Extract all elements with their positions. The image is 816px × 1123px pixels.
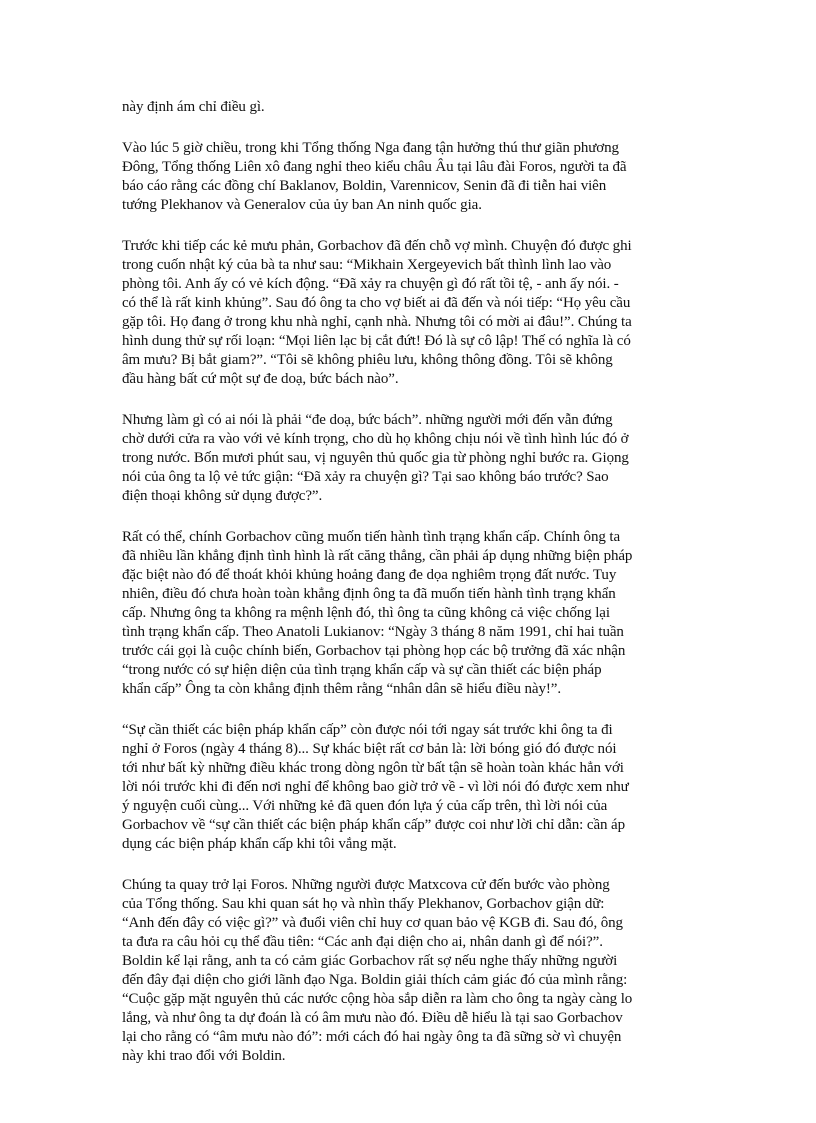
text-line: phòng tôi. Anh ấy có vẻ kích động. “Đã xảy ra chuyện gì đó rất tồi tệ, - anh ấy nói. - bbox=[122, 276, 619, 292]
text-line: nghỉ ở Foros (ngày 4 tháng 8)... Sự khác biệt rất cơ bản là: lời bóng gió đó được nói bbox=[122, 741, 617, 757]
text-line: này định ám chỉ điều gì. bbox=[122, 99, 265, 115]
text-line: chờ dưới cửa ra vào với vẻ kính trọng, cho dù họ không chịu nói về tình hình lúc đó ở bbox=[122, 431, 629, 447]
text-line: nói của ông ta lộ vẻ tức giận: “Đã xảy ra chuyện gì? Tại sao không báo trước? Sao bbox=[122, 469, 609, 485]
text-line: “Sự cần thiết các biện pháp khẩn cấp” còn được nói tới ngay sát trước khi ông ta đi bbox=[122, 722, 613, 738]
text-line: lời nói trước khi đi đến nơi nghỉ để không bao giờ trở về - vì lời nói đó được xem như bbox=[122, 779, 629, 795]
text-line: Gorbachov về “sự cần thiết các biện pháp khẩn cấp” được coi như lời chỉ dẫn: cần áp bbox=[122, 817, 626, 833]
text-line: ta đưa ra câu hỏi cụ thể đầu tiên: “Các anh đại diện cho ai, nhân danh gì để nói?”. bbox=[122, 934, 603, 950]
paragraph bbox=[122, 98, 714, 117]
paragraph bbox=[122, 876, 714, 1066]
paragraph bbox=[122, 237, 714, 389]
text-line: có thể là rất kinh khủng”. Sau đó ông ta cho vợ biết ai đã đến và nói tiếp: “Họ yêu cầu bbox=[122, 295, 631, 311]
text-line: dụng các biện pháp khẩn cấp khi tôi vắng mặt. bbox=[122, 836, 397, 852]
text-line: này khi trao đổi với Boldin. bbox=[122, 1048, 286, 1064]
text-line: ý nguyện cuối cùng... Với những kẻ đã quen đón lựa ý của cấp trên, thì lời nói của bbox=[122, 798, 608, 814]
text-line: gặp tôi. Họ đang ở trong khu nhà nghỉ, cạnh nhà. Nhưng tôi có mời ai đâu!”. Chúng ta bbox=[122, 314, 632, 330]
text-line: trước cái gọi là cuộc chính biến, Gorbachov tại phòng họp các bộ trưởng đã xác nhận bbox=[122, 643, 626, 659]
text-line: báo cáo rằng các đồng chí Baklanov, Boldin, Varennicov, Senin đã đi tiễn hai viên bbox=[122, 178, 607, 194]
paragraph bbox=[122, 528, 714, 699]
text-line: đến đây đại diện cho giới lãnh đạo Nga. Boldin giải thích cảm giác đó của mình rằng: bbox=[122, 972, 628, 988]
text-line: hình dung thử sự rối loạn: “Mọi liên lạc bị cắt đứt! Đó là sự cô lập! Thế có nghĩa là có bbox=[122, 333, 631, 349]
document-body bbox=[122, 98, 714, 1088]
text-line: Boldin kể lại rằng, anh ta có cảm giác Gorbachov rất sợ nếu nghe thấy những người bbox=[122, 953, 618, 969]
text-line: tới như bất kỳ những điều khác trong dòng ngôn từ bất tận sẽ hoàn toàn khác hẳn với bbox=[122, 760, 624, 776]
text-line: “trong nước có sự hiện diện của tình trạng khẩn cấp và sự cần thiết các biện pháp bbox=[122, 662, 602, 678]
text-line: Nhưng làm gì có ai nói là phải “đe doạ, bức bách”. những người mới đến vẫn đứng bbox=[122, 412, 613, 428]
text-line: nhiên, điều đó chưa hoàn toàn khẳng định ông ta đã muốn tiến hành tình trạng khẩn bbox=[122, 586, 616, 602]
text-line: trong cuốn nhật ký của bà ta như sau: “Mikhain Xergeyevich bất thình lình lao vào bbox=[122, 257, 612, 273]
text-line: cấp. Nhưng ông ta không ra mệnh lệnh đó, thì ông ta cũng không cả việc chống lại bbox=[122, 605, 610, 621]
paragraph bbox=[122, 721, 714, 854]
paragraph bbox=[122, 411, 714, 506]
text-line: “Anh đến đây có việc gì?” và đuổi viên chỉ huy cơ quan bảo vệ KGB đi. Sau đó, ông bbox=[122, 915, 623, 931]
text-line: của Tổng thống. Sau khi quan sát họ và nhìn thấy Plekhanov, Gorbachov giận dữ: bbox=[122, 896, 605, 912]
text-line: khẩn cấp” Ông ta còn khẳng định thêm rằng “nhân dân sẽ hiểu điều này!”. bbox=[122, 681, 561, 697]
text-line: lắng, và như ông ta dự đoán là có âm mưu nào đó. Điều dễ hiểu là tại sao Gorbachov bbox=[122, 1010, 623, 1026]
text-line: tình trạng khẩn cấp. Theo Anatoli Lukianov: “Ngày 3 tháng 8 năm 1991, chỉ hai tuần bbox=[122, 624, 624, 640]
text-line: đặc biệt nào đó để thoát khỏi khủng hoảng đang đe dọa nghiêm trọng đất nước. Tuy bbox=[122, 567, 617, 583]
text-line: Rất có thể, chính Gorbachov cũng muốn tiến hành tình trạng khẩn cấp. Chính ông ta bbox=[122, 529, 621, 545]
text-line: Vào lúc 5 giờ chiều, trong khi Tổng thống Nga đang tận hưởng thú thư giãn phương bbox=[122, 140, 619, 156]
text-line: tướng Plekhanov và Generalov của ủy ban An ninh quốc gia. bbox=[122, 197, 482, 213]
text-line: Trước khi tiếp các kẻ mưu phản, Gorbachov đã đến chỗ vợ mình. Chuyện đó được ghi bbox=[122, 238, 632, 254]
text-line: âm mưu? Bị bắt giam?”. “Tôi sẽ không phiêu lưu, không thông đồng. Tôi sẽ không bbox=[122, 352, 613, 368]
text-line: lại cho rằng có “âm mưu nào đó”: mới cách đó hai ngày ông ta đã sững sờ vì chuyện bbox=[122, 1029, 622, 1045]
text-line: trong nước. Bốn mươi phút sau, vị nguyên thủ quốc gia từ phòng nghỉ bước ra. Giọng bbox=[122, 450, 629, 466]
text-line: Đông, Tổng thống Liên xô đang nghỉ theo kiểu châu Âu tại lâu đài Foros, người ta đã bbox=[122, 159, 627, 175]
text-line: đầu hàng bất cứ một sự đe doạ, bức bách nào”. bbox=[122, 371, 399, 387]
paragraph bbox=[122, 139, 714, 215]
text-line: đã nhiều lần khẳng định tình hình là rất căng thẳng, cần phải áp dụng những biện pháp bbox=[122, 548, 633, 564]
text-line: “Cuộc gặp mặt nguyên thủ các nước cộng hòa sắp diễn ra làm cho ông ta ngày càng lo bbox=[122, 991, 633, 1007]
text-line: điện thoại không sử dụng được?”. bbox=[122, 488, 323, 504]
text-line: Chúng ta quay trở lại Foros. Những người được Matxcova cử đến bước vào phòng bbox=[122, 877, 610, 893]
